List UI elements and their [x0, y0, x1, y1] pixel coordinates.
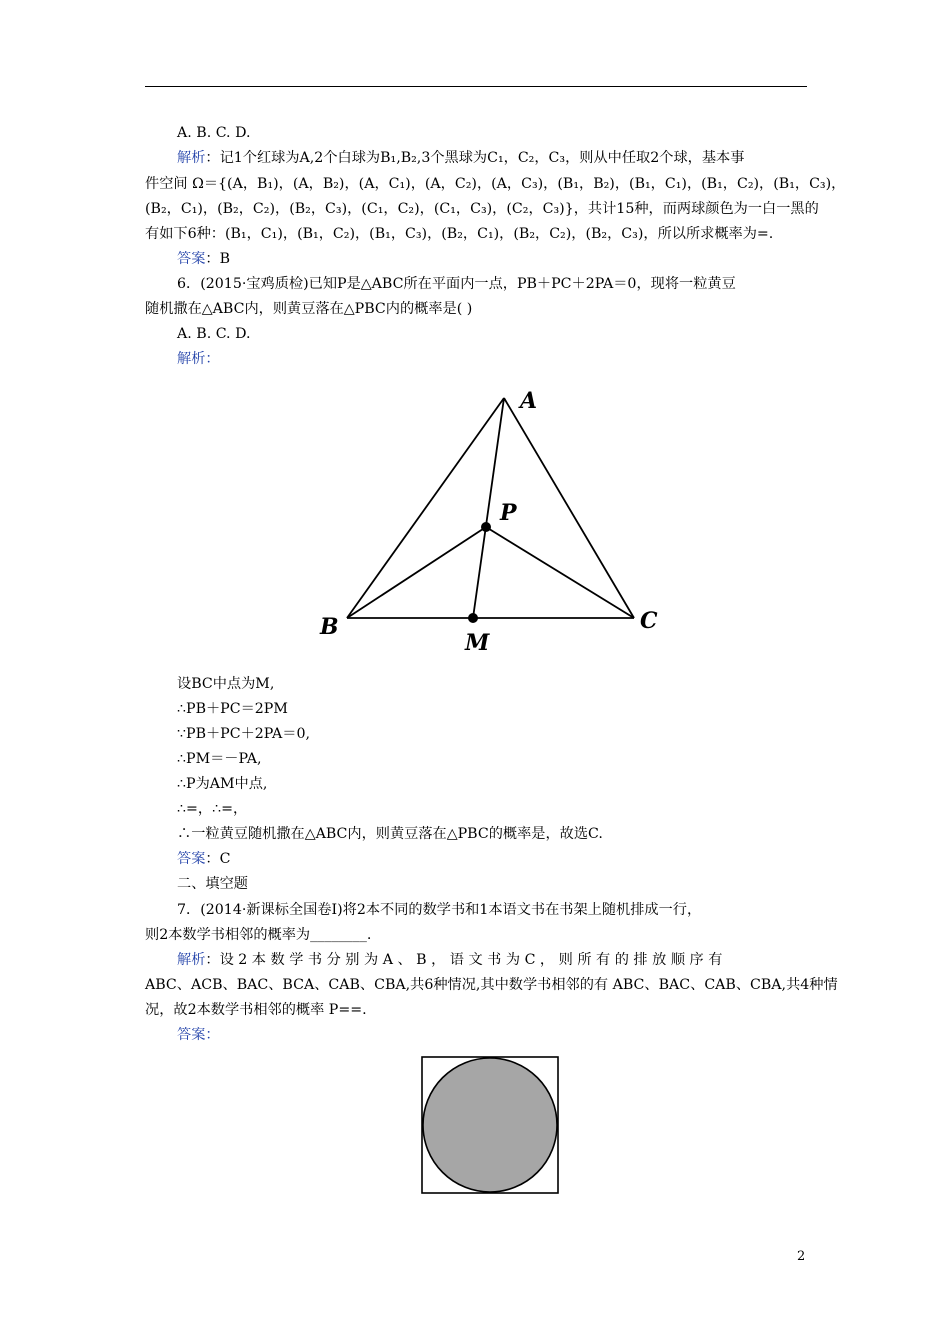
header-rule — [145, 86, 807, 87]
question-7-line-1: 7．(2014·新课标全国卷Ⅰ)将2本不同的数学书和1本语文书在书架上随机排成一行， — [177, 902, 702, 918]
side-ab — [347, 398, 504, 618]
step-6: ∴=，∴=， — [177, 801, 248, 817]
point-m-dot — [468, 613, 478, 623]
side-ac — [504, 398, 634, 618]
step-1: 设BC中点为M, — [177, 676, 275, 692]
analysis-label: 解析 — [177, 150, 206, 166]
analysis-line-q7-3: 况，故2本数学书相邻的概率 P==. — [145, 1002, 367, 1018]
analysis-label: 解析 — [177, 952, 206, 968]
label-a: A — [520, 388, 538, 414]
answer-label: 答案 — [177, 851, 206, 867]
section-title: 二、填空题 — [177, 876, 248, 892]
label-b: B — [320, 614, 339, 640]
analysis-line-q5-1: 解析：记1个红球为A,2个白球为B₁,B₂,3个黑球为C₁，C₂，C₃，则从中任取2个球，基本事 — [177, 150, 745, 166]
square-circle-figure — [420, 1055, 562, 1197]
question-7-line-2: 则2本数学书相邻的概率为________. — [145, 927, 372, 943]
point-p-dot — [481, 522, 491, 532]
analysis-line-q5-2: 件空间 Ω＝{(A，B₁)，(A，B₂)，(A，C₁)，(A，C₂)，(A，C₃)，(B₁，B₂)，(B₁，C₁)，(B₁，C₂)，(B₁，C₃)， — [145, 176, 846, 192]
label-p: P — [500, 500, 517, 526]
label-m: M — [465, 630, 490, 656]
options-line-q5: A. B. C. D. — [177, 125, 251, 141]
step-4: ∴PM＝－PA, — [177, 751, 262, 767]
analysis-label-q6: 解析： — [177, 351, 220, 367]
analysis-line-q7-1: 解析：设 2 本 数 学 书 分 别 为 A 、 B ， 语 文 书 为 C ， 则 所 有 的 排 放 顺 序 有 — [177, 952, 723, 968]
answer-label: 答案 — [177, 251, 206, 267]
options-line-q6: A. B. C. D. — [177, 326, 251, 342]
step-2: ∴PB＋PC＝2PM — [177, 701, 288, 717]
step-5: ∴P为AM中点, — [177, 776, 268, 792]
triangle-figure — [310, 380, 670, 660]
answer-line-q6: 答案：C — [177, 851, 231, 867]
segment-bp — [347, 527, 486, 618]
step-7: ∴一粒黄豆随机撒在△ABC内，则黄豆落在△PBC的概率是，故选C. — [177, 826, 603, 842]
analysis-line-q5-4: 有如下6种：(B₁，C₁)，(B₁，C₂)，(B₁，C₃)，(B₂，C₁)，(B₂，C₂)，(B₂，C₃)，所以所求概率为=. — [145, 226, 774, 242]
question-6-line-1: 6．(2015·宝鸡质检)已知P是△ABC所在平面内一点，PB＋PC＋2PA＝0，现将一粒黄豆 — [177, 276, 736, 292]
segment-pc — [486, 527, 634, 618]
step-3: ∵PB＋PC＋2PA＝0, — [177, 726, 311, 742]
question-6-line-2: 随机撒在△ABC内，则黄豆落在△PBC内的概率是( ) — [145, 301, 473, 317]
analysis-line-q7-2: ABC、ACB、BAC、BCA、CAB、CBA,共6种情况,其中数学书相邻的有 ABC、BAC、CAB、CBA,共4种情 — [145, 977, 838, 993]
analysis-line-q5-3: (B₂，C₁)，(B₂，C₂)，(B₂，C₃)，(C₁，C₂)，(C₁，C₃)，(C₂，C₃)}，共计15种，而两球颜色为一白一黑的 — [145, 201, 819, 217]
answer-label-q7: 答案： — [177, 1027, 220, 1043]
answer-line-q5: 答案：B — [177, 251, 231, 267]
inscribed-circle — [423, 1058, 557, 1192]
label-c: C — [640, 608, 658, 634]
page-number: 2 — [797, 1249, 806, 1264]
